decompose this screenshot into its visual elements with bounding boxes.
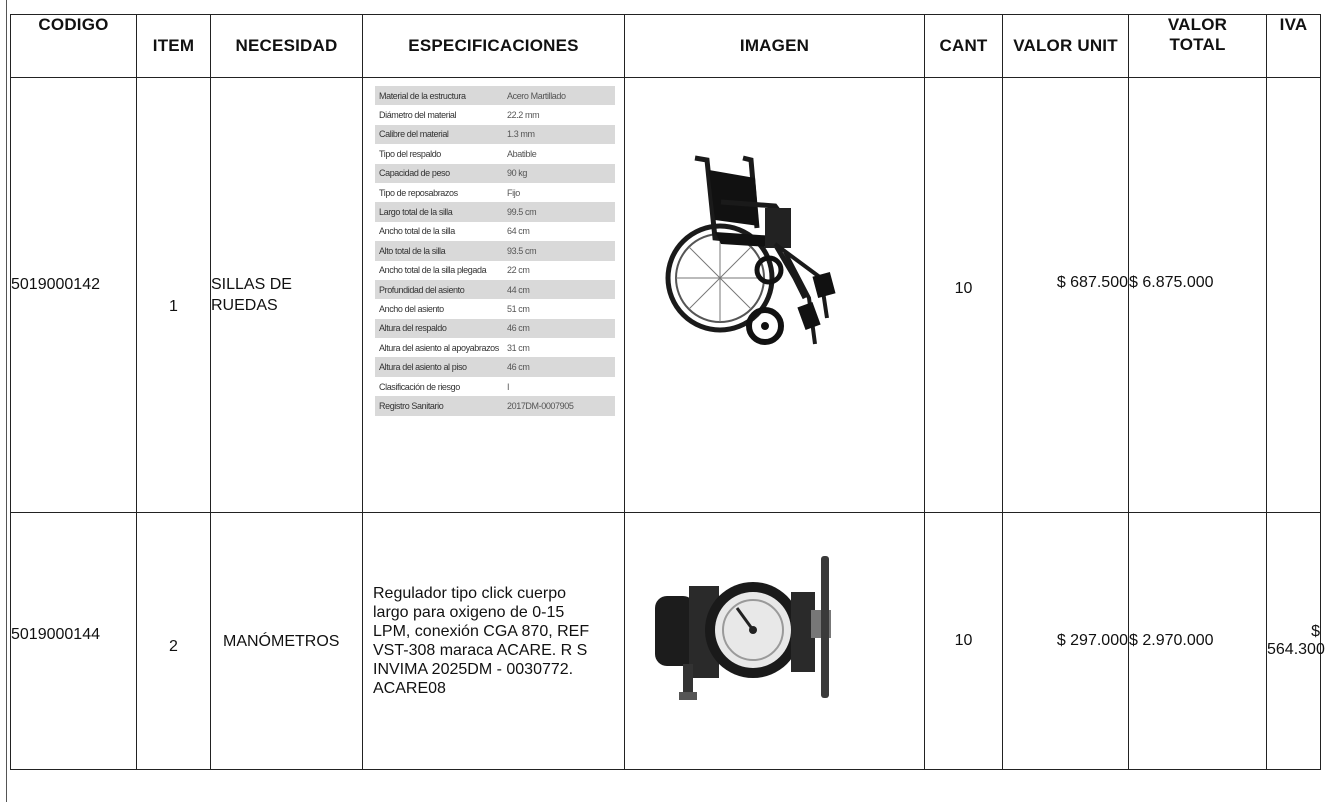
oxygen-regulator-image [625, 556, 925, 726]
cell-codigo [11, 78, 137, 513]
spec-value: 44 cm [507, 284, 530, 295]
cell-imagen [625, 513, 925, 770]
spec-value: 1.3 mm [507, 129, 535, 140]
valor-unit-value: $ 687.500 [1056, 274, 1128, 291]
spec-line: INVIMA 2025DM - 0030772. [373, 661, 574, 678]
spec-key: Registro Sanitario [379, 400, 444, 411]
header-valor-total-line2: TOTAL [1169, 35, 1226, 54]
spec-value: 46 cm [507, 323, 530, 334]
header-item: ITEM [137, 15, 211, 78]
cell-necesidad [211, 78, 363, 513]
spec-table-row [375, 164, 615, 183]
necesidad-line1: SILLAS DE [211, 276, 292, 293]
spec-table-row [375, 105, 615, 124]
spec-table-row [375, 202, 615, 221]
spec-key: Diámetro del material [379, 110, 457, 121]
page-edge [6, 0, 7, 802]
spec-table-row [375, 357, 615, 376]
spec-key: Ancho total de la silla plegada [379, 265, 487, 276]
spec-key: Ancho del asiento [379, 303, 444, 314]
cell-valor-total [1129, 78, 1267, 513]
spec-table-row [375, 299, 615, 318]
codigo-value: 5019000142 [11, 276, 100, 293]
spec-value: 22 cm [507, 265, 530, 276]
spec-value: 46 cm [507, 362, 530, 373]
header-row [11, 15, 1321, 78]
cell-necesidad [211, 513, 363, 770]
spec-key: Material de la estructura [379, 90, 466, 101]
codigo-value: 5019000144 [11, 626, 100, 643]
spec-table-row [375, 222, 615, 241]
cell-especificaciones [363, 513, 625, 770]
spec-key: Ancho total de la silla [379, 226, 455, 237]
spec-table-row [375, 241, 615, 260]
spec-value: 64 cm [507, 226, 530, 237]
spec-key: Calibre del material [379, 129, 449, 140]
spec-value: 22.2 mm [507, 110, 540, 121]
spec-value: 93.5 cm [507, 245, 537, 256]
spec-table-row [375, 338, 615, 357]
cell-especificaciones [363, 78, 625, 513]
cell-codigo [11, 513, 137, 770]
iva-value: $ 564.300 [1267, 623, 1325, 658]
cell-iva [1267, 78, 1321, 513]
table-row [11, 513, 1321, 770]
spec-line: LPM, conexión CGA 870, REF [373, 623, 590, 640]
spec-table-row [375, 144, 615, 163]
quote-table [10, 14, 1325, 770]
spec-text [363, 584, 624, 698]
header-iva: IVA [1267, 15, 1321, 78]
spec-key: Tipo de reposabrazos [379, 187, 458, 198]
header-codigo: CODIGO [11, 15, 137, 78]
cell-imagen [625, 78, 925, 513]
spec-table-row [375, 261, 615, 280]
item-value: 2 [169, 638, 178, 655]
cell-iva [1267, 513, 1325, 770]
valor-unit-value: $ 297.000 [1056, 632, 1128, 649]
spec-line: VST-308 maraca ACARE. R S [373, 642, 588, 659]
spec-key: Altura del asiento al piso [379, 362, 467, 373]
header-imagen: IMAGEN [625, 15, 925, 78]
necesidad-value: MANÓMETROS [223, 632, 340, 650]
header-valor-total [1129, 15, 1267, 78]
spec-key: Capacidad de peso [379, 168, 450, 179]
cant-value: 10 [954, 632, 973, 649]
spec-key: Altura del asiento al apoyabrazos [379, 342, 499, 353]
spec-table-row [375, 280, 615, 299]
header-necesidad: NECESIDAD [211, 15, 363, 78]
valor-total-value: $ 6.875.000 [1129, 274, 1214, 291]
spec-key: Alto total de la silla [379, 245, 446, 256]
spec-value: 99.5 cm [507, 207, 537, 218]
spec-value: 2017DM-0007905 [507, 400, 574, 411]
cell-item [137, 513, 211, 770]
header-especificaciones: ESPECIFICACIONES [363, 15, 625, 78]
valor-total-value: $ 2.970.000 [1129, 632, 1214, 649]
cell-cant [925, 78, 1003, 513]
spec-value: Fijo [507, 187, 520, 198]
spec-value: I [507, 381, 510, 392]
spec-table-row [375, 86, 615, 105]
header-valor-unit: VALOR UNIT [1003, 15, 1129, 78]
spec-value: 51 cm [507, 303, 530, 314]
spec-value: 31 cm [507, 342, 530, 353]
spec-key: Altura del respaldo [379, 323, 447, 334]
cell-valor-unit [1003, 78, 1129, 513]
cell-item [137, 78, 211, 513]
header-cant: CANT [925, 15, 1003, 78]
spec-table-row [375, 125, 615, 144]
spec-table-image [375, 86, 615, 416]
spec-key: Profundidad del asiento [379, 284, 465, 295]
spec-table-row [375, 377, 615, 396]
spec-key: Tipo del respaldo [379, 148, 441, 159]
spec-line: ACARE08 [373, 680, 446, 697]
cell-cant [925, 513, 1003, 770]
spec-line: largo para oxigeno de 0-15 [373, 604, 565, 621]
spec-table-row [375, 396, 615, 415]
header-valor-total-line1: VALOR [1167, 15, 1228, 34]
spec-table-row [375, 319, 615, 338]
cant-value: 10 [954, 280, 973, 297]
spec-value: 90 kg [507, 168, 528, 179]
spec-line: Regulador tipo click cuerpo [373, 585, 566, 602]
item-value: 1 [169, 298, 178, 315]
spec-key: Largo total de la silla [379, 207, 453, 218]
spec-key: Clasificación de riesgo [379, 381, 460, 392]
cell-valor-unit [1003, 513, 1129, 770]
necesidad-line2: RUEDAS [211, 297, 278, 314]
spec-value: Abatible [507, 148, 537, 159]
spec-value: Acero Martillado [507, 90, 566, 101]
spec-table-row [375, 183, 615, 202]
table-row [11, 78, 1321, 513]
cell-valor-total [1129, 513, 1267, 770]
wheelchair-image [625, 148, 925, 388]
